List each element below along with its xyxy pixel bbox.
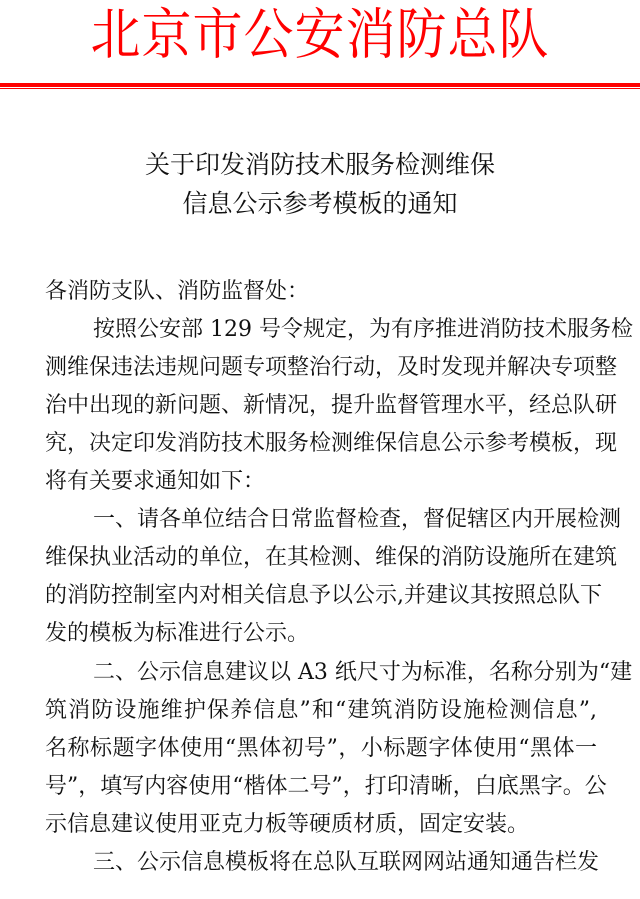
letterhead-rule-thin <box>0 88 640 89</box>
body-line: 三、公示信息模板将在总队互联网网站通知通告栏发 <box>93 850 600 875</box>
doc-title-line-1: 关于印发消防技术服务检测维保 <box>144 150 495 179</box>
letterhead-org: 北京市公安消防总队 <box>90 3 550 67</box>
letterhead-rule-thick <box>0 83 640 87</box>
body-line: 筑消防设施维护保养信息”和“建筑消防设施检测信息”, <box>45 698 597 723</box>
body-line: 示信息建议使用亚克力板等硬质材质，固定安装。 <box>45 812 530 837</box>
body-line: 名称标题字体使用“黑体初号”，小标题字体使用“黑体一 <box>45 736 597 761</box>
body-line: 一、请各单位结合日常监督检查，督促辖区内开展检测 <box>93 507 622 532</box>
body-line: 将有关要求通知如下： <box>45 469 266 494</box>
body-line: 发的模板为标准进行公示。 <box>45 621 310 646</box>
body-line: 测维保违法违规问题专项整治行动，及时发现并解决专项整 <box>45 355 618 380</box>
body-line: 究，决定印发消防技术服务检测维保信息公示参考模板，现 <box>45 431 618 456</box>
body-line: 治中出现的新问题、新情况，提升监督管理水平，经总队研 <box>45 393 618 418</box>
body-line: 号”，填写内容使用“楷体二号”，打印清晰，白底黑字。公 <box>45 774 607 799</box>
body-line: 的消防控制室内对相关信息予以公示,并建议其按照总队下 <box>45 583 602 608</box>
salutation: 各消防支队、消防监督处： <box>45 279 310 304</box>
body-line: 维保执业活动的单位，在其检测、维保的消防设施所在建筑 <box>45 545 618 570</box>
body-line: 二、公示信息建议以 A3 纸尺寸为标准，名称分别为“建 <box>93 660 633 685</box>
doc-title-line-2: 信息公示参考模板的通知 <box>182 189 458 218</box>
body-line: 按照公安部 129 号令规定，为有序推进消防技术服务检 <box>93 317 633 342</box>
